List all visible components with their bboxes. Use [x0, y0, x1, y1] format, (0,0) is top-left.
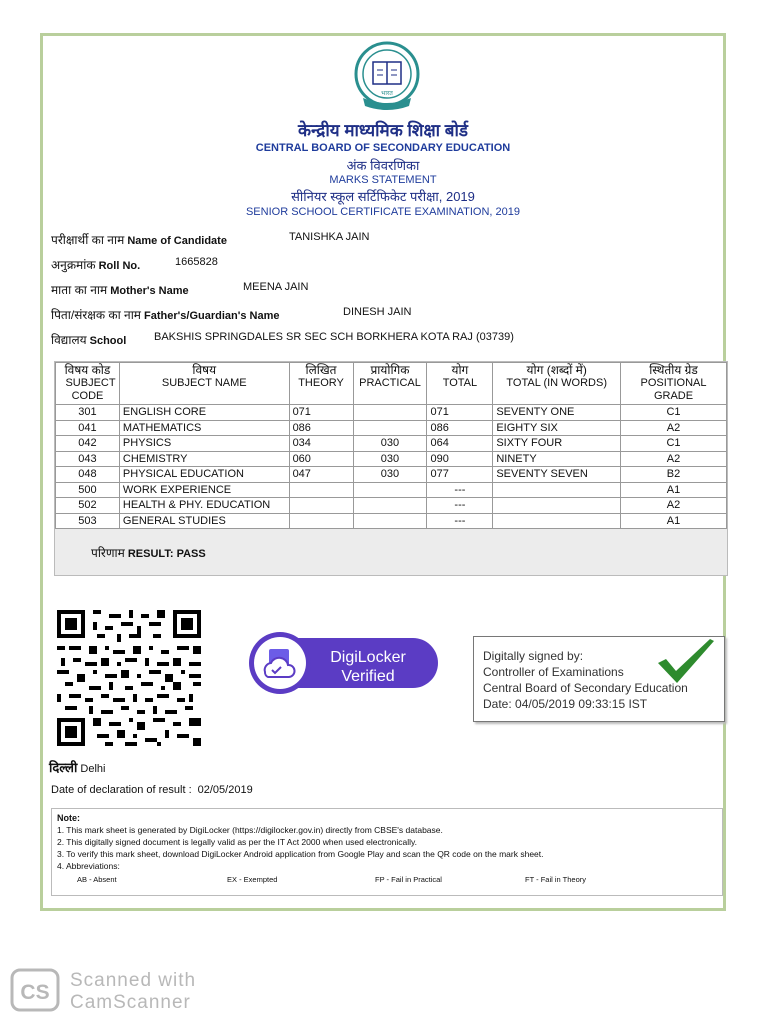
candidate-name-field: परीक्षार्थी का नाम Name of Candidate TANISHKA JAIN [51, 231, 370, 247]
table-row: 048 PHYSICAL EDUCATION 047 030 077 SEVENTY SEVEN B2 [56, 467, 727, 483]
school-name: BAKSHIS SPRINGDALES SR SEC SCH BORKHERA KOTA RAJ (03739) [154, 331, 514, 343]
result-line: परिणाम RESULT: PASS [91, 546, 206, 560]
roll-number-field: अनुक्रमांक Roll No. 1665828 [51, 256, 218, 272]
father-name: DINESH JAIN [343, 306, 412, 318]
header-subject-name: विषय SUBJECT NAME [119, 363, 289, 405]
candidate-name: TANISHKA JAIN [289, 231, 370, 243]
result-value: PASS [176, 548, 206, 560]
statement-title-english: MARKS STATEMENT [329, 174, 437, 186]
board-name-english: CENTRAL BOARD OF SECONDARY EDUCATION [255, 142, 511, 154]
note-item: 2. This digitally signed document is legally valid as per the IT Act 2000 when used electronically. [57, 837, 418, 847]
header-total-words: योग (शब्दों में) TOTAL (IN WORDS) [493, 363, 621, 405]
school-field: विद्यालय School BAKSHIS SPRINGDALES SR SEC SCH BORKHERA KOTA RAJ (03739) [51, 331, 514, 347]
qr-code-icon [57, 610, 201, 746]
green-check-icon [652, 637, 718, 685]
svg-text:DigiLocker: DigiLocker [330, 649, 406, 666]
table-row: 500 WORK EXPERIENCE --- A1 [56, 482, 727, 498]
digilocker-verified-badge [248, 632, 440, 694]
table-row: 502 HEALTH & PHY. EDUCATION --- A2 [56, 498, 727, 514]
note-item: 1. This mark sheet is generated by DigiLocker (https://digilocker.gov.in) directly from CBSE's database. [57, 825, 443, 835]
roll-number: 1665828 [175, 256, 218, 268]
note-box: Note: 1. This mark sheet is generated by DigiLocker (https://digilocker.gov.in) directly from CBSE's database. 2. This digitally signed document is legally valid as per the IT Act 2000 when used electronically. 3. To verify this mark sheet, download DigiLocker Android application from Google Play and scan the QR code on the mark sheet. 4. Abbreviations: AB - Absent EX - Exempted FP - Fail in Practical FT - Fail in Theory [51, 808, 723, 896]
digital-signature-box: Digitally signed by: Controller of Examinations Central Board of Secondary Education Date: 04/05/2019 09:33:15 IST [473, 636, 725, 722]
place-of-issue: दिल्ली Delhi [49, 760, 106, 775]
table-row: 301 ENGLISH CORE 071 071 SEVENTY ONE C1 [56, 405, 727, 421]
board-name-hindi: केन्द्रीय माध्यमिक शिक्षा बोर्ड [298, 121, 468, 140]
table-row: 503 GENERAL STUDIES --- A1 [56, 513, 727, 529]
header-total: योग TOTAL [427, 363, 493, 405]
header-practical: प्रायोगिक PRACTICAL [353, 363, 427, 405]
svg-text:CS: CS [20, 981, 50, 1004]
header-subject-code: विषय कोड SUBJECT CODE [56, 363, 120, 405]
cbse-logo-icon [351, 40, 423, 112]
table-row: 042 PHYSICS 034 030 064 SIXTY FOUR C1 [56, 436, 727, 452]
note-item: 3. To verify this mark sheet, download DigiLocker Android application from Google Play and scan the QR code on the mark sheet. [57, 849, 544, 859]
father-name-field: पिता/संरक्षक का नाम Father's/Guardian's Name DINESH JAIN [51, 306, 412, 322]
marks-statement-sheet [40, 33, 726, 911]
abbreviations-row: AB - Absent EX - Exempted FP - Fail in Practical FT - Fail in Theory [77, 875, 586, 884]
svg-text:भारत: भारत [381, 90, 393, 97]
camscanner-logo-icon [10, 968, 60, 1012]
header-positional-grade: स्थितीय ग्रेड POSITIONAL GRADE [621, 363, 727, 405]
svg-text:Verified: Verified [341, 668, 395, 685]
header-theory: लिखित THEORY [289, 363, 353, 405]
declaration-date: Date of declaration of result : 02/05/2019 [51, 784, 253, 796]
marks-table-header [56, 363, 727, 405]
mother-name: MEENA JAIN [243, 281, 309, 293]
exam-title-english: SENIOR SCHOOL CERTIFICATE EXAMINATION, 2019 [245, 206, 521, 218]
table-row: 041 MATHEMATICS 086 086 EIGHTY SIX A2 [56, 420, 727, 436]
note-item: 4. Abbreviations: [57, 861, 120, 871]
statement-title-hindi: अंक विवरणिका [346, 158, 420, 173]
table-row: 043 CHEMISTRY 060 030 090 NINETY A2 [56, 451, 727, 467]
exam-title-hindi: सीनियर स्कूल सर्टिफिकेट परीक्षा, 2019 [291, 189, 475, 204]
marks-table-panel [54, 361, 728, 576]
camscanner-watermark: Scanned with CamScanner [70, 970, 197, 1013]
mother-name-field: माता का नाम Mother's Name MEENA JAIN [51, 281, 309, 297]
marks-table [55, 362, 727, 529]
